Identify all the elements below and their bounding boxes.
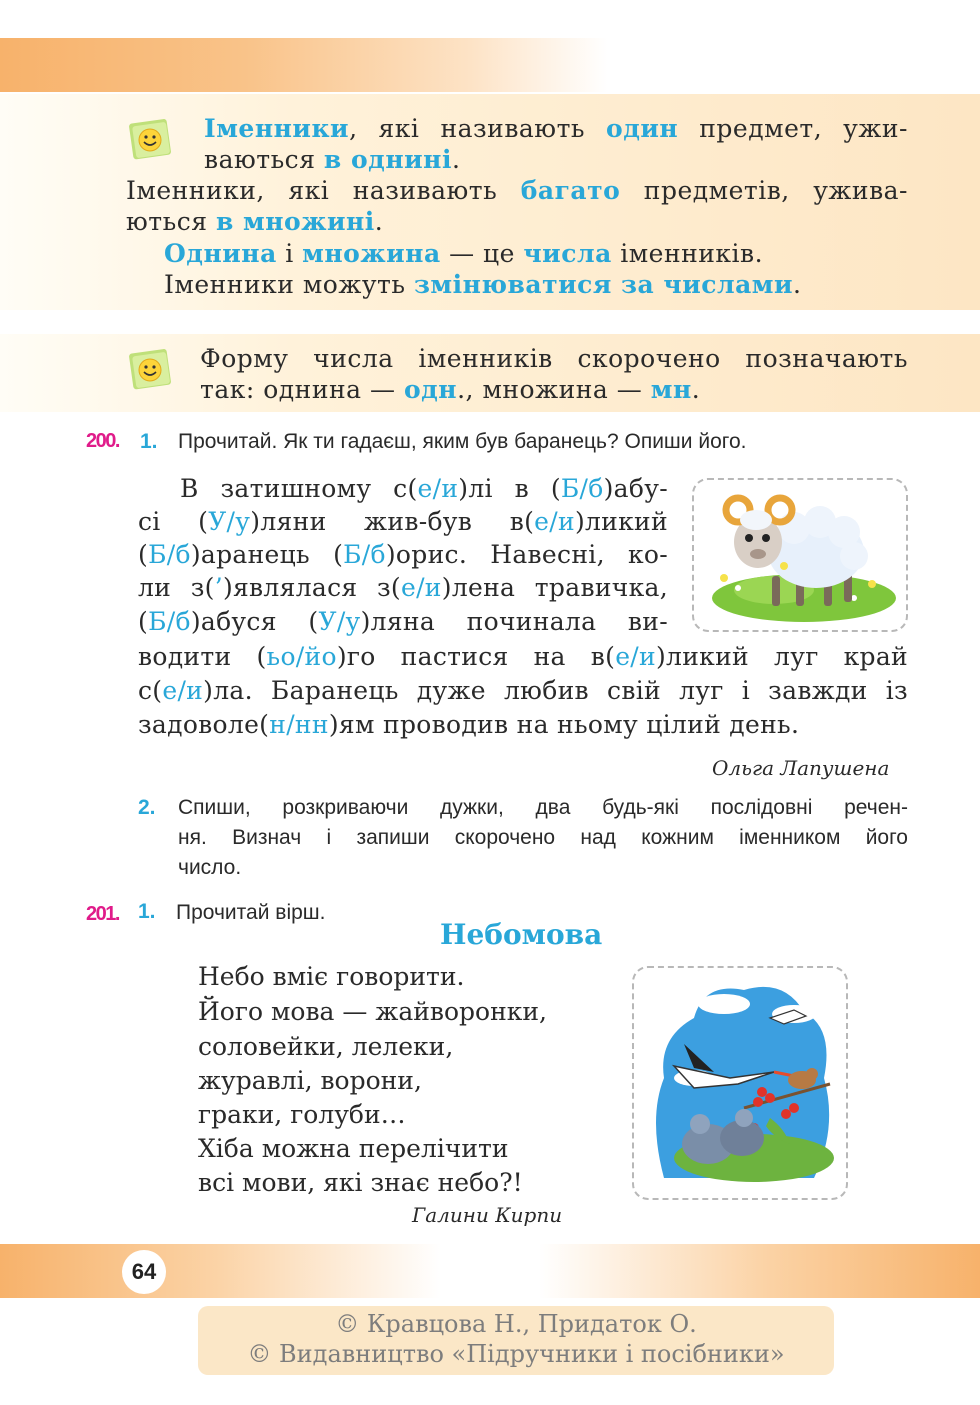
highlighted-term: багато — [520, 176, 621, 205]
birds-illustration — [632, 966, 848, 1200]
story-text-segment: с( — [138, 676, 163, 705]
rule2-line2 — [200, 374, 700, 405]
story-text-segment: )аранець ( — [190, 540, 344, 569]
highlighted-term: в однині — [323, 145, 452, 174]
rule1-line2 — [204, 144, 460, 175]
story-line — [138, 571, 668, 604]
story-text-segment: ли з( — [138, 573, 215, 602]
spelling-variant: Б/б — [148, 540, 191, 569]
poem-line: граки, голуби… — [198, 1100, 406, 1129]
highlighted-term: мн — [650, 375, 692, 404]
story-text-segment: )являлася з( — [222, 573, 401, 602]
story-text-segment: )ликий — [574, 507, 668, 536]
spelling-variant: Б/б — [148, 607, 191, 636]
story-text-segment: )абу- — [603, 474, 668, 503]
rule-text-segment: і — [276, 239, 303, 268]
spelling-variant: ’ — [214, 573, 223, 602]
rule1-line4 — [126, 206, 383, 237]
story-line — [180, 472, 668, 505]
story-text-segment: В затишному с( — [180, 474, 418, 503]
story-text-segment: )го пастися на в( — [336, 642, 616, 671]
spelling-variant: е/и — [615, 642, 656, 671]
spelling-variant: е/и — [417, 474, 459, 503]
smiley-note-icon — [128, 116, 174, 162]
rule-text-segment: предмет, ужи- — [678, 114, 908, 143]
spelling-variant: ьо/йо — [266, 642, 337, 671]
poem-line: всі мови, які знає небо?! — [198, 1168, 523, 1197]
story-text-segment: сі ( — [138, 507, 209, 536]
story-text-segment: )лі в ( — [458, 474, 561, 503]
story-text-segment: )ляни жив-був в( — [250, 507, 535, 536]
story-text-segment: ( — [138, 540, 149, 569]
spelling-variant: Б/б — [560, 474, 604, 503]
poem-line: журавлі, ворони, — [198, 1066, 422, 1095]
spelling-variant: е/и — [534, 507, 575, 536]
highlighted-term: Однина — [164, 239, 277, 268]
highlighted-term: один — [606, 114, 679, 143]
story-text-segment: ( — [138, 607, 149, 636]
rule-text-segment: . — [451, 145, 461, 174]
rule1-line3 — [126, 175, 908, 206]
highlighted-term: множина — [302, 239, 441, 268]
spelling-variant: У/у — [208, 507, 251, 536]
story-text-segment: )ла. Баранець дуже любив свій луг і завжди із — [203, 676, 908, 705]
copyright-box — [198, 1306, 834, 1375]
story-line — [138, 674, 908, 707]
copyright-authors: © Кравцова Н., Придаток О. — [335, 1310, 697, 1338]
task-number: 1. — [140, 430, 158, 453]
task-instruction: Прочитай вірш. — [176, 901, 326, 924]
task-instruction: Прочитай. Як ти гадаєш, яким був баранець? Опиши його. — [178, 430, 747, 453]
rule1-line5 — [164, 238, 763, 269]
rule-text-segment: Іменники можуть — [164, 270, 414, 299]
poem-line: Його мова — жайворонки, — [198, 997, 547, 1026]
highlighted-term: числа — [523, 239, 612, 268]
spelling-variant: Б/б — [343, 540, 386, 569]
spelling-variant: е/и — [400, 573, 442, 602]
highlighted-term: Іменники — [204, 114, 350, 143]
task-instruction-line: ня. Визнач і запиши скорочено над кожним іменником його — [178, 826, 908, 849]
story-line — [138, 605, 668, 638]
story-text-segment: задоволе( — [138, 710, 270, 739]
rule-text-segment: ., множина — — [457, 375, 651, 404]
rule-text-segment: Форму числа іменників скорочено позначають — [200, 344, 908, 373]
exercise-number: 200. — [86, 430, 119, 452]
story-author: Ольга Лапушена — [712, 756, 890, 780]
page-number: 64 — [122, 1250, 166, 1294]
story-line — [138, 505, 668, 538]
task-instruction-line: число. — [178, 856, 242, 879]
rule1-line6 — [164, 269, 802, 300]
rule-text-segment: Іменники, які називають — [126, 176, 521, 205]
poem-author: Галини Кирпи — [412, 1203, 563, 1227]
story-text-segment: водити ( — [138, 642, 267, 671]
rule2-line1 — [200, 343, 908, 374]
rule1-line1 — [204, 113, 908, 144]
poem-title: Небомова — [440, 918, 603, 951]
rule-text-segment: ються — [126, 207, 216, 236]
story-text-segment: )ликий луг край — [655, 642, 908, 671]
rule-text-segment: так: однина — — [200, 375, 404, 404]
rule-text-segment: ваються — [204, 145, 324, 174]
rule-text-segment: . — [374, 207, 384, 236]
spelling-variant: У/у — [318, 607, 361, 636]
rule-text-segment: іменників. — [611, 239, 764, 268]
story-text-segment: )абуся ( — [190, 607, 319, 636]
poem-line: Хіба можна перелічити — [198, 1134, 509, 1163]
smiley-note-icon — [128, 346, 174, 392]
highlighted-term: змінюватися за числами — [413, 270, 794, 299]
story-line — [138, 640, 908, 673]
story-line — [138, 538, 668, 571]
rule-text-segment: . — [691, 375, 701, 404]
story-text-segment: )лена травичка, — [441, 573, 668, 602]
rule-text-segment: предметів, ужива- — [620, 176, 908, 205]
sheep-illustration — [692, 478, 908, 632]
copyright-publisher: © Видавництво «Підручники і посібники» — [247, 1340, 785, 1368]
highlighted-term: в множині — [215, 207, 375, 236]
story-text-segment: )орис. Навесні, ко- — [385, 540, 668, 569]
task-number: 1. — [138, 900, 156, 923]
poem-line: Небо вміє говорити. — [198, 962, 465, 991]
rule-text-segment: , які називають — [349, 114, 607, 143]
story-line — [138, 708, 799, 741]
task-number: 2. — [138, 796, 156, 819]
highlighted-term: одн — [403, 375, 458, 404]
story-text-segment: )ям проводив на ньому цілий день. — [328, 710, 800, 739]
exercise-number: 201. — [86, 903, 119, 925]
spelling-variant: н/нн — [269, 710, 329, 739]
spelling-variant: е/и — [162, 676, 204, 705]
story-text-segment: )ляна починала ви- — [360, 607, 668, 636]
poem-line: соловейки, лелеки, — [198, 1032, 454, 1061]
top-decor-bar — [0, 38, 980, 92]
rule-text-segment: — це — [440, 239, 524, 268]
rule-text-segment: . — [793, 270, 802, 299]
task-instruction-line: Спиши, розкриваючи дужки, два будь-які послідовні речен- — [178, 796, 908, 819]
